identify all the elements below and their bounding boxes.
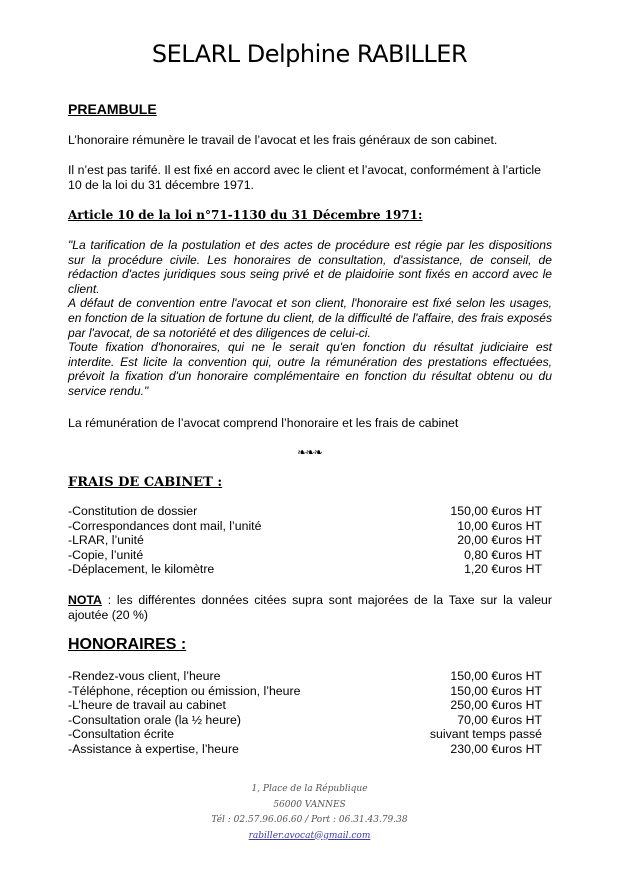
item-price: 1,20 €uros HT [464,562,542,577]
item-label: -Assistance à expertise, l’heure [68,741,239,756]
list-item [68,727,542,742]
list-item [68,684,542,699]
frais-heading: FRAIS DE CABINET : [68,475,223,490]
item-label: -Consultation orale (la ½ heure) [68,712,241,727]
footer-city: 56000 VANNES [273,799,346,810]
page-title: SELARL Delphine RABILLER [151,40,468,68]
item-label: -Constitution de dossier [68,504,198,518]
item-label: -L’heure de travail au cabinet [68,698,226,713]
honoraires-list [68,669,542,757]
item-price: 250,00 €uros HT [450,698,542,713]
list-item [68,519,542,534]
item-price: 0,80 €uros HT [464,547,542,562]
item-price: suivant temps passé [429,727,542,742]
nota-label: NOTA [68,593,102,607]
footer-email-link[interactable]: rabiller.avocat@gmail.com [248,830,371,841]
item-label: -Téléphone, réception ou émission, l’heure [68,683,301,698]
preambule-heading: PREAMBULE [68,101,157,117]
footer-contact [0,782,619,844]
list-item [68,562,542,577]
item-price: 20,00 €uros HT [457,533,542,548]
quote-paragraph-2: A défaut de convention entre l'avocat et son client, l'honoraire est fixé selon les usages, en fonction de la situation de fortune du client, de la difficulté de l'affaire, des frais exposés par l'avocat, de sa notoriété et des diligences de celui-ci. [68,296,552,340]
list-item [68,533,542,548]
nota-paragraph [68,593,552,622]
preambule-paragraph-1: L’honoraire rémunère le travail de l’avocat et les frais généraux de son cabinet. [68,133,498,147]
item-label: -Déplacement, le kilomètre [68,562,215,577]
ornament-divider: ❧❧❧ [297,446,322,459]
list-item [68,742,542,757]
item-label: -Rendez-vous client, l’heure [68,669,221,683]
item-label: -Copie, l’unité [68,547,144,562]
item-price: 230,00 €uros HT [450,741,542,756]
footer-phones: Tél : 02.57.96.06.60 / Port : 06.31.43.79.38 [211,815,408,825]
footer-address: 1, Place de la République [251,784,368,794]
item-price: 150,00 €uros HT [450,669,542,683]
item-price: 150,00 €uros HT [450,504,542,518]
honoraires-heading: HONORAIRES : [68,636,187,653]
item-price: 70,00 €uros HT [457,712,542,727]
preambule-paragraph-2: Il n’est pas tarifé. Il est fixé en accord avec le client et l’avocat, conformément à l’article 10 de la loi du 31 décembre 1971. [68,163,541,192]
list-item [68,698,542,713]
list-item [68,669,542,684]
quote-paragraph-3: Toute fixation d'honoraires, qui ne le serait qu'en fonction du résultat judiciaire est interdite. Est licite la convention qui, outre la rémunération des prestations effectuées, prévoit la fixation d'un honoraire complémentaire en fonction du résultat obtenu ou du service rendu." [68,340,552,398]
quote-paragraph-1: "La tarification de la postulation et des actes de procédure est régie par les dispositions sur la procédure civile. Les honoraires de consultation, d'assistance, de conseil, de rédaction d'actes juridiques sous seing privé et de plaidoirie sont fixés en accord avec le client. [68,238,552,296]
item-label: -Correspondances dont mail, l’unité [68,518,262,533]
remuneration-summary: La rémunération de l’avocat comprend l’honoraire et les frais de cabinet [68,416,459,430]
article-quote [68,238,552,399]
list-item [68,504,542,519]
list-item [68,713,542,728]
item-price: 150,00 €uros HT [450,683,542,698]
nota-text: : les différentes données citées supra sont majorées de la Taxe sur la valeur ajoutée (20 %) [68,593,552,622]
frais-list [68,504,542,577]
item-label: -Consultation écrite [68,727,174,742]
item-price: 10,00 €uros HT [457,518,542,533]
item-label: -LRAR, l’unité [68,533,144,548]
article-heading: Article 10 de la loi n°71-1130 du 31 Décembre 1971: [68,208,423,222]
list-item [68,548,542,563]
